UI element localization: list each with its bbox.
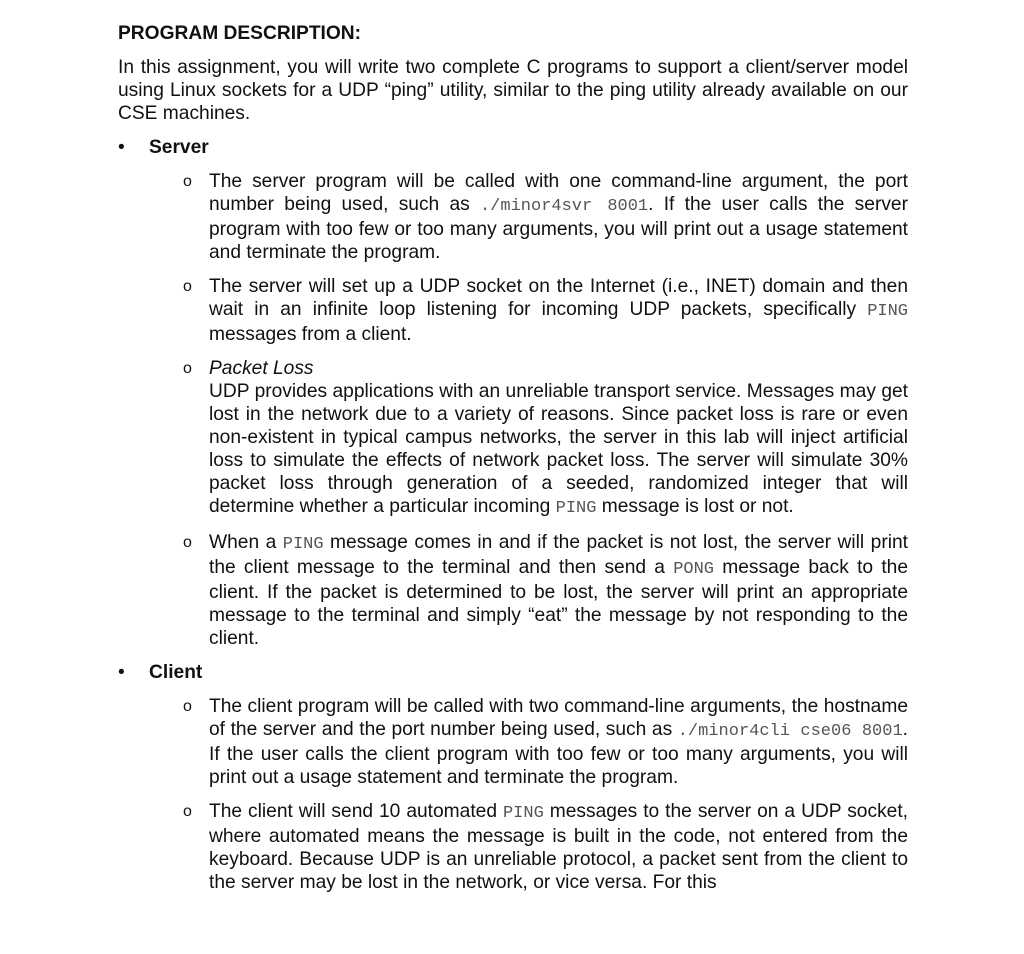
sub-list [118, 695, 908, 894]
section-heading: PROGRAM DESCRIPTION: [118, 23, 362, 44]
code-text: ./minor4cli cse06 8001 [677, 722, 903, 741]
code-text: PONG [673, 560, 715, 579]
text: . If the user calls the server program with too few or too many arguments, you will print out a usage statement and terminate the program. [209, 194, 908, 263]
text: The client will send 10 automated [209, 801, 503, 822]
list-item [209, 800, 908, 894]
text: messages from a client. [209, 324, 412, 345]
document-page [118, 22, 908, 894]
code-text: PING [867, 302, 908, 321]
text: The server program will be called with one command-line argument, the port number being used, such as [209, 171, 908, 215]
sub-list [118, 170, 908, 650]
text: message comes in and if the packet is not lost, the server will print the client message to the terminal and then send a [209, 532, 908, 578]
list-item [209, 170, 908, 264]
text: The client program will be called with two command-line arguments, the hostname of the server and the port number being used, such as [209, 696, 908, 740]
list-item [209, 275, 908, 346]
text: message is lost or not. [596, 496, 794, 517]
text: UDP provides applications with an unreliable transport service. Messages may get lost in the network due to a variety of reasons. Since packet loss is rare or even non-existent in typical campus networks, the server in this lab will inject artificial loss to simulate the effects of network packet loss. The server will simulate 30% packet loss through generation of a seeded, randomized integer that will determine whether a particular incoming [209, 381, 908, 517]
text: message back to the client. If the packet is determined to be lost, the server will print an appropriate message to the terminal and simply “eat” the message by not responding to the client. [209, 557, 909, 649]
bullet-client: • Client [118, 661, 908, 684]
subheading: Packet Loss [209, 358, 314, 379]
code-text: PING [555, 499, 597, 518]
list-item [209, 695, 908, 789]
text: When a [209, 532, 283, 553]
list-item [209, 357, 908, 520]
bullet-server: • Server [118, 136, 908, 159]
bullet-list [118, 136, 908, 894]
code-text: ./minor4svr 8001 [479, 197, 649, 216]
text: messages to the server on a UDP socket, where automated means the message is built in the code, not entered from the keyboard. Because UDP is an unreliable protocol, a packet sent from the client to the server may be lost in the network, or vice versa. For this [209, 801, 909, 893]
code-text: PING [502, 804, 544, 823]
intro-paragraph: In this assignment, you will write two complete C programs to support a client/server model using Linux sockets for a UDP “ping” utility, similar to the ping utility already available on our CSE machines. [118, 57, 908, 124]
list-item [209, 531, 908, 650]
code-text: PING [282, 535, 324, 554]
text: The server will set up a UDP socket on the Internet (i.e., INET) domain and then wait in an infinite loop listening for incoming UDP packets, specifically [209, 276, 908, 320]
text: . If the user calls the client program with too few or too many arguments, you will print out a usage statement and terminate the program. [209, 719, 908, 788]
